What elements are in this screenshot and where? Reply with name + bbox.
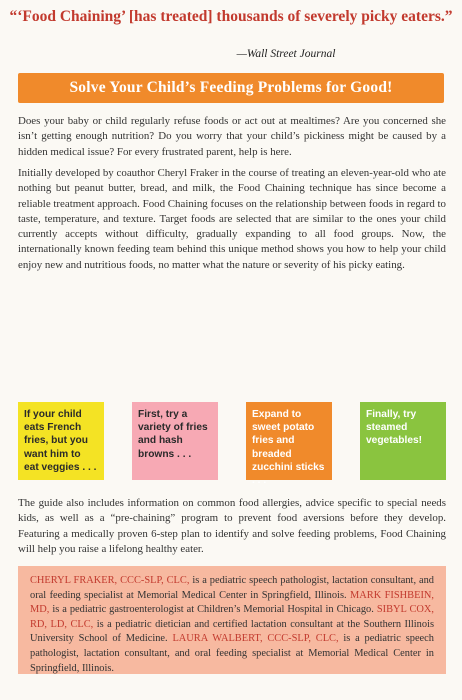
author-bio-4: is a pediatric speech pathologist, lactation consultant, and oral feeding specialist at Memorial Medical Center in Springfield, Illinois. xyxy=(30,633,434,674)
author-bio-3: is a pediatric dietician and certified lactation consultant at the Southern Illinois University School of Medicine. xyxy=(30,618,434,645)
author-bio-2: is a pediatric gastroenterologist at Children’s Memorial Hospital in Chicago. xyxy=(49,604,377,616)
author-name-4: LAURA WALBERT, CCC-SLP, CLC, xyxy=(172,633,339,645)
author-name-2: MARK FISHBEIN, MD, xyxy=(30,589,435,616)
author-name-3: SIBYL COX, RD, LD, CLC, xyxy=(30,604,434,630)
author-name-1: CHERYL FRAKER, CCC-SLP, CLC, xyxy=(30,575,190,586)
guide-paragraph: The guide also includes information on common food allergies, advice specific to special needs kids, as well as a “pre-chaining” program to prevent food aversions before they develop. Featuring a medically proven 6-step plan to identify and solve feeding problems, Food Chaining will help you raise a lifelong healthy eater. xyxy=(18,497,446,555)
author-bio-box xyxy=(18,566,446,674)
review-quote: “‘Food Chaining’ [has treated] thousands of severely picky eaters.” xyxy=(9,8,453,25)
author-bio-1: is a pediatric speech pathologist, lactation consultant, and oral feeding specialist at Memorial Medical Center in Springfield, Illinois. xyxy=(30,575,434,601)
food-chain-steps xyxy=(18,402,446,487)
intro-paragraph: Does your baby or child regularly refuse foods or act out at mealtimes? Are you concerned she isn’t getting enough nutrition? Do you worry that your child’s pickiness might be caused by a hidden medical issue? For every frustrated parent, help is here. xyxy=(18,115,446,158)
quote-attribution: —Wall Street Journal xyxy=(236,48,336,60)
step-box-4: Finally, try steamed vegetables! xyxy=(360,402,446,480)
step-box-3: Expand to sweet potato fries and breaded zucchini sticks . . . xyxy=(246,402,332,480)
step-box-2: First, try a variety of fries and hash browns . . . xyxy=(132,402,218,480)
step-box-1: If your child eats French fries, but you want him to eat veggies . . . xyxy=(18,402,104,480)
method-paragraph: Initially developed by coauthor Cheryl Fraker in the course of treating an eleven-year-old who ate nothing but peanut butter, bread, and milk, the Food Chaining technique has since become a reliable treatment approach. Food Chaining focuses on the relationship between foods in regard to taste, temperature, and texture. Target foods are selected that are similar to the ones your child currently accepts without difficulty, gradually expanding to all food groups. Now, the internationally known feeding team behind this unique method shows you how to help your child enjoy new and nutritious foods, no matter what the nature or severity of his picky eating. xyxy=(18,167,446,271)
headline-banner: Solve Your Child’s Feeding Problems for Good! xyxy=(18,73,444,103)
